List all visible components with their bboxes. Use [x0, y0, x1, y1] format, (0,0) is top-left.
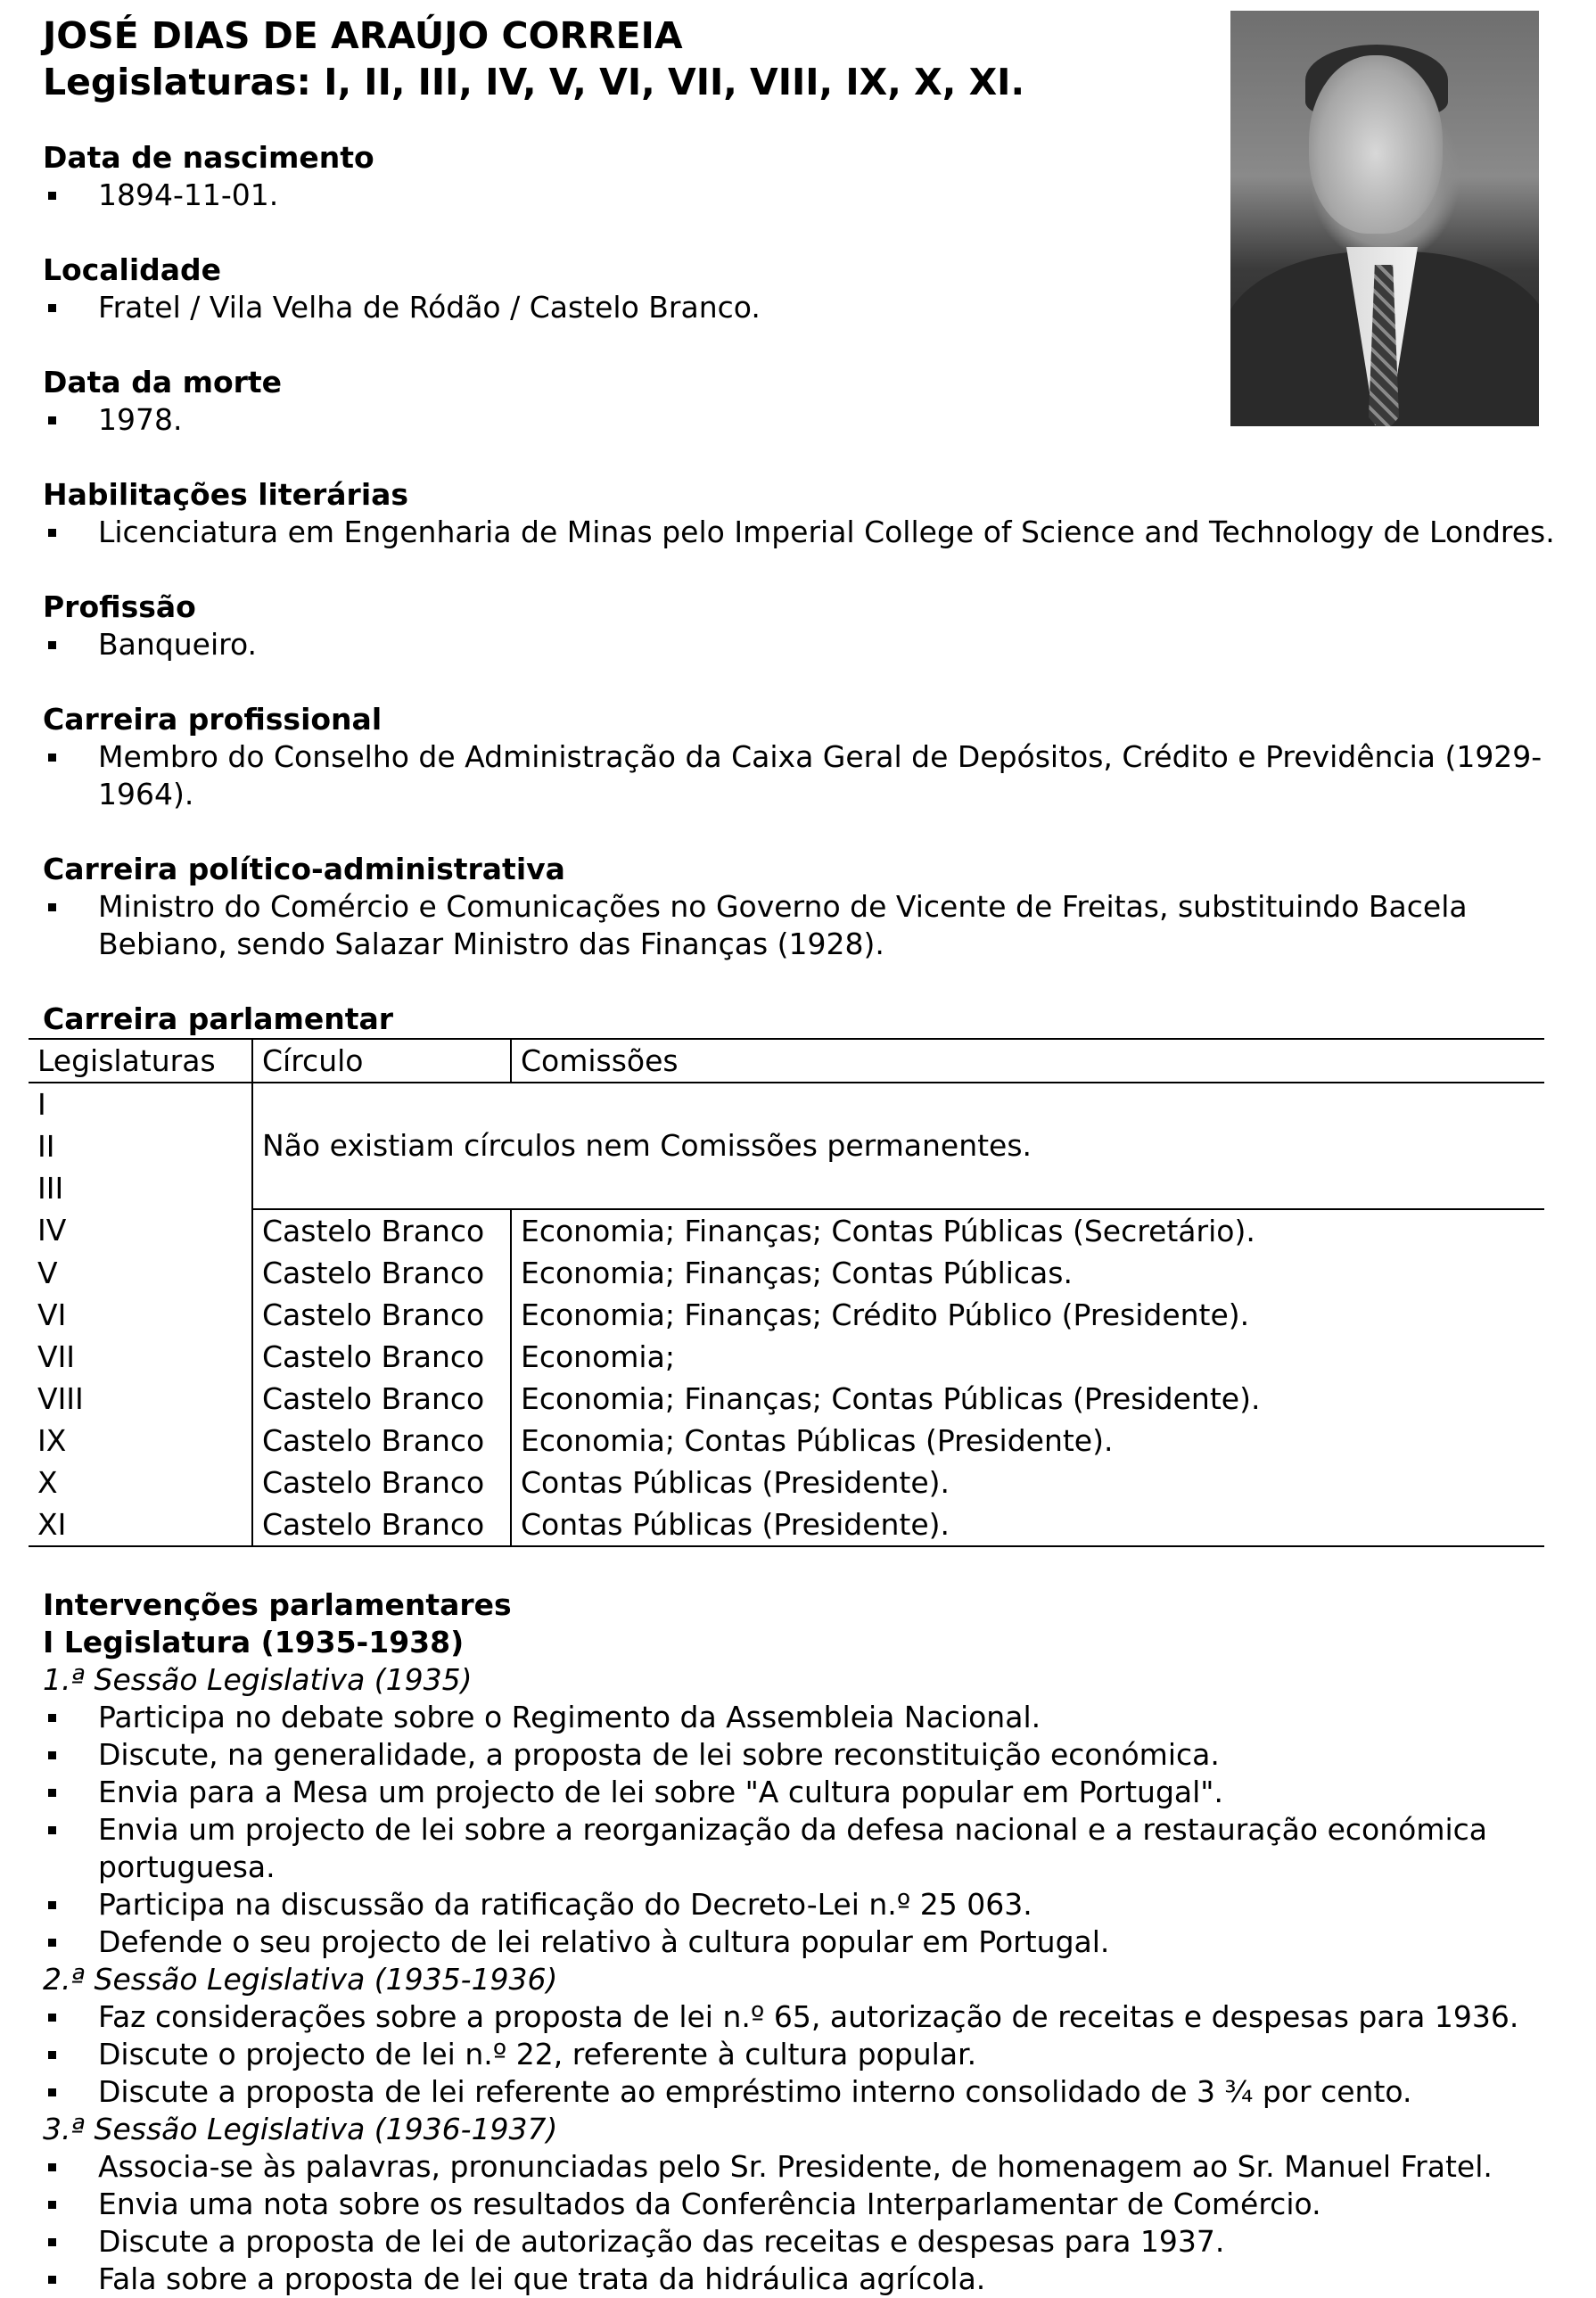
legislature-cell: XI: [29, 1503, 252, 1546]
legislature-cell: VIII: [37, 1380, 84, 1416]
square-bullet-icon: [48, 2238, 56, 2246]
section-label: Habilitações literárias: [43, 477, 409, 512]
legislature-cell: VI: [37, 1297, 67, 1332]
square-bullet-icon: [48, 1901, 56, 1909]
square-bullet-icon: [48, 192, 56, 200]
bullet-list: [43, 289, 1559, 326]
bullet-list: [43, 888, 1559, 963]
section-label: Carreira político-administrativa: [43, 852, 565, 886]
legislature-cell: IV: [37, 1213, 67, 1248]
info-section: [43, 364, 1559, 439]
table-row: [29, 1503, 1544, 1546]
list-item-text: Discute a proposta de lei referente ao empréstimo interno consolidado de 3 ¾ por cento.: [98, 2074, 1412, 2109]
table-row: [29, 1462, 1544, 1503]
list-item: [43, 2036, 1559, 2073]
list-item: [43, 888, 1559, 963]
square-bullet-icon: [48, 903, 56, 911]
session-title: 3.ª Sessão Legislativa (1936-1937): [43, 2112, 558, 2146]
list-item-text: Participa na discussão da ratificação do Decreto-Lei n.º 25 063.: [98, 1887, 1032, 1922]
legislature-cell: III: [37, 1170, 64, 1206]
circle-cell: Castelo Branco: [252, 1252, 511, 1294]
list-item-text: 1894-11-01.: [98, 177, 279, 212]
parliamentary-career-section: [37, 1001, 1559, 1547]
list-item: [43, 401, 1559, 439]
square-bullet-icon: [48, 416, 56, 424]
column-header-circle: Círculo: [252, 1039, 511, 1083]
list-item-text: Fala sobre a proposta de lei que trata da hidráulica agrícola.: [98, 2261, 986, 2296]
list-item: [43, 2223, 1559, 2261]
bullet-list: [43, 401, 1559, 439]
list-item: [43, 1736, 1559, 1774]
section-label: Carreira profissional: [43, 702, 383, 737]
table-row: [29, 1252, 1544, 1294]
list-item: [43, 2186, 1559, 2223]
table-row: [29, 1209, 1544, 1252]
circle-cell: Castelo Branco: [252, 1378, 511, 1420]
bullet-list: [43, 177, 1559, 214]
table-row: [29, 1378, 1544, 1420]
square-bullet-icon: [48, 1714, 56, 1722]
list-item-text: Licenciatura em Engenharia de Minas pelo Imperial College of Science and Technology de Londres.: [98, 515, 1555, 549]
session-title: 1.ª Sessão Legislativa (1935): [43, 1662, 473, 1697]
list-item: [43, 1886, 1559, 1923]
biography-document: [37, 12, 1559, 2298]
list-item: [43, 1774, 1559, 1811]
circle-cell: Castelo Branco: [252, 1462, 511, 1503]
list-item-text: Discute a proposta de lei de autorização das receitas e despesas para 1937.: [98, 2224, 1225, 2259]
table-row: [29, 1336, 1544, 1378]
committees-cell: Economia; Finanças; Contas Públicas.: [511, 1252, 1544, 1294]
list-item-text: Faz considerações sobre a proposta de lei n.º 65, autorização de receitas e despesas para 1936.: [98, 1999, 1519, 2034]
bullet-list: [43, 626, 1559, 663]
square-bullet-icon: [48, 754, 56, 762]
bullet-list: [43, 514, 1559, 551]
committees-cell: Economia; Contas Públicas (Presidente).: [511, 1420, 1544, 1462]
square-bullet-icon: [48, 1789, 56, 1797]
list-item-text: Banqueiro.: [98, 627, 258, 662]
circle-cell: Castelo Branco: [252, 1336, 511, 1378]
circle-cell: Castelo Branco: [252, 1294, 511, 1336]
square-bullet-icon: [48, 2163, 56, 2171]
legislature-cell: VII: [37, 1338, 76, 1374]
table-row: [29, 1294, 1544, 1336]
info-section: [43, 476, 1559, 551]
list-item: [43, 289, 1559, 326]
interventions-label: Intervenções parlamentares: [43, 1587, 512, 1622]
bullet-list: [43, 2148, 1559, 2298]
info-section: [43, 589, 1559, 663]
legislature-cell: V: [37, 1255, 58, 1290]
square-bullet-icon: [48, 529, 56, 537]
list-item-text: Envia um projecto de lei sobre a reorganização da defesa nacional e a restauração económica portuguesa.: [98, 1812, 1487, 1884]
committees-cell: Economia;: [511, 1336, 1544, 1378]
list-item-text: Associa-se às palavras, pronunciadas pelo Sr. Presidente, de homenagem ao Sr. Manuel Fratel.: [98, 2149, 1493, 2184]
list-item-text: Ministro do Comércio e Comunicações no Governo de Vicente de Freitas, substituindo Bacela Bebiano, sendo Salazar Ministro das Finanças (1928).: [98, 889, 1468, 961]
list-item: [43, 1699, 1559, 1736]
committees-cell: Economia; Finanças; Contas Públicas (Secretário).: [511, 1209, 1544, 1252]
legislature-title: I Legislatura (1935-1938): [43, 1625, 465, 1660]
bullet-list: [43, 1998, 1559, 2111]
bullet-list: [43, 1699, 1559, 1961]
committees-cell: Economia; Finanças; Contas Públicas (Presidente).: [511, 1378, 1544, 1420]
info-section: [43, 851, 1559, 963]
list-item-text: Envia uma nota sobre os resultados da Conferência Interparlamentar de Comércio.: [98, 2187, 1321, 2221]
section-label: Data de nascimento: [43, 140, 374, 175]
interventions-section: [43, 1586, 1559, 2298]
circle-cell: Castelo Branco: [252, 1209, 511, 1252]
list-item: [43, 2148, 1559, 2186]
list-item-text: Discute, na generalidade, a proposta de lei sobre reconstituição económica.: [98, 1737, 1220, 1772]
merged-note-cell: Não existiam círculos nem Comissões permanentes.: [252, 1083, 1544, 1209]
list-item-text: Membro do Conselho de Administração da Caixa Geral de Depósitos, Crédito e Previdência (1929-1964).: [98, 739, 1543, 811]
list-item-text: Participa no debate sobre o Regimento da Assembleia Nacional.: [98, 1700, 1041, 1734]
circle-cell: Castelo Branco: [252, 1503, 511, 1546]
info-section: [43, 139, 1559, 214]
list-item: [43, 177, 1559, 214]
list-item-text: Envia para a Mesa um projecto de lei sobre "A cultura popular em Portugal".: [98, 1775, 1223, 1809]
square-bullet-icon: [48, 1751, 56, 1759]
list-item-text: Defende o seu projecto de lei relativo à cultura popular em Portugal.: [98, 1924, 1110, 1959]
list-item-text: Fratel / Vila Velha de Ródão / Castelo Branco.: [98, 290, 761, 325]
table-row: [29, 1420, 1544, 1462]
square-bullet-icon: [48, 304, 56, 312]
legislature-cell: IX: [37, 1422, 67, 1458]
legislatures-heading: Legislaturas: I, II, III, IV, V, VI, VII, VIII, IX, X, XI.: [43, 61, 1025, 103]
list-item: [43, 514, 1559, 551]
square-bullet-icon: [48, 641, 56, 649]
square-bullet-icon: [48, 1939, 56, 1947]
column-header-legislatures: Legislaturas: [29, 1039, 252, 1083]
committees-cell: Economia; Finanças; Crédito Público (Presidente).: [511, 1294, 1544, 1336]
info-section: [43, 701, 1559, 813]
legislature-cell: II: [37, 1128, 55, 1164]
square-bullet-icon: [48, 2051, 56, 2059]
list-item: [43, 2073, 1559, 2111]
table-row: [29, 1083, 1544, 1125]
committees-cell: Contas Públicas (Presidente).: [511, 1503, 1544, 1546]
legislature-cell: I: [37, 1086, 46, 1122]
column-header-committees: Comissões: [511, 1039, 1544, 1083]
list-item-text: 1978.: [98, 402, 183, 437]
list-item: [43, 738, 1559, 813]
circle-cell: Castelo Branco: [252, 1420, 511, 1462]
section-label: Data da morte: [43, 365, 283, 399]
person-name: JOSÉ DIAS DE ARAÚJO CORREIA: [43, 14, 683, 57]
list-item-text: Discute o projecto de lei n.º 22, referente à cultura popular.: [98, 2037, 977, 2071]
section-label: Localidade: [43, 252, 222, 287]
legislature-cell: X: [37, 1464, 58, 1500]
section-label: Profissão: [43, 589, 196, 624]
list-item: [43, 1811, 1559, 1886]
info-section: [43, 251, 1559, 326]
parliamentary-table: [29, 1038, 1544, 1547]
square-bullet-icon: [48, 2088, 56, 2096]
list-item: [43, 1923, 1559, 1961]
square-bullet-icon: [48, 2014, 56, 2022]
committees-cell: Contas Públicas (Presidente).: [511, 1462, 1544, 1503]
square-bullet-icon: [48, 1826, 56, 1834]
list-item: [43, 2261, 1559, 2298]
session-title: 2.ª Sessão Legislativa (1935-1936): [43, 1962, 558, 1997]
list-item: [43, 626, 1559, 663]
list-item: [43, 1998, 1559, 2036]
square-bullet-icon: [48, 2201, 56, 2209]
bullet-list: [43, 738, 1559, 813]
section-label: Carreira parlamentar: [43, 1001, 394, 1036]
